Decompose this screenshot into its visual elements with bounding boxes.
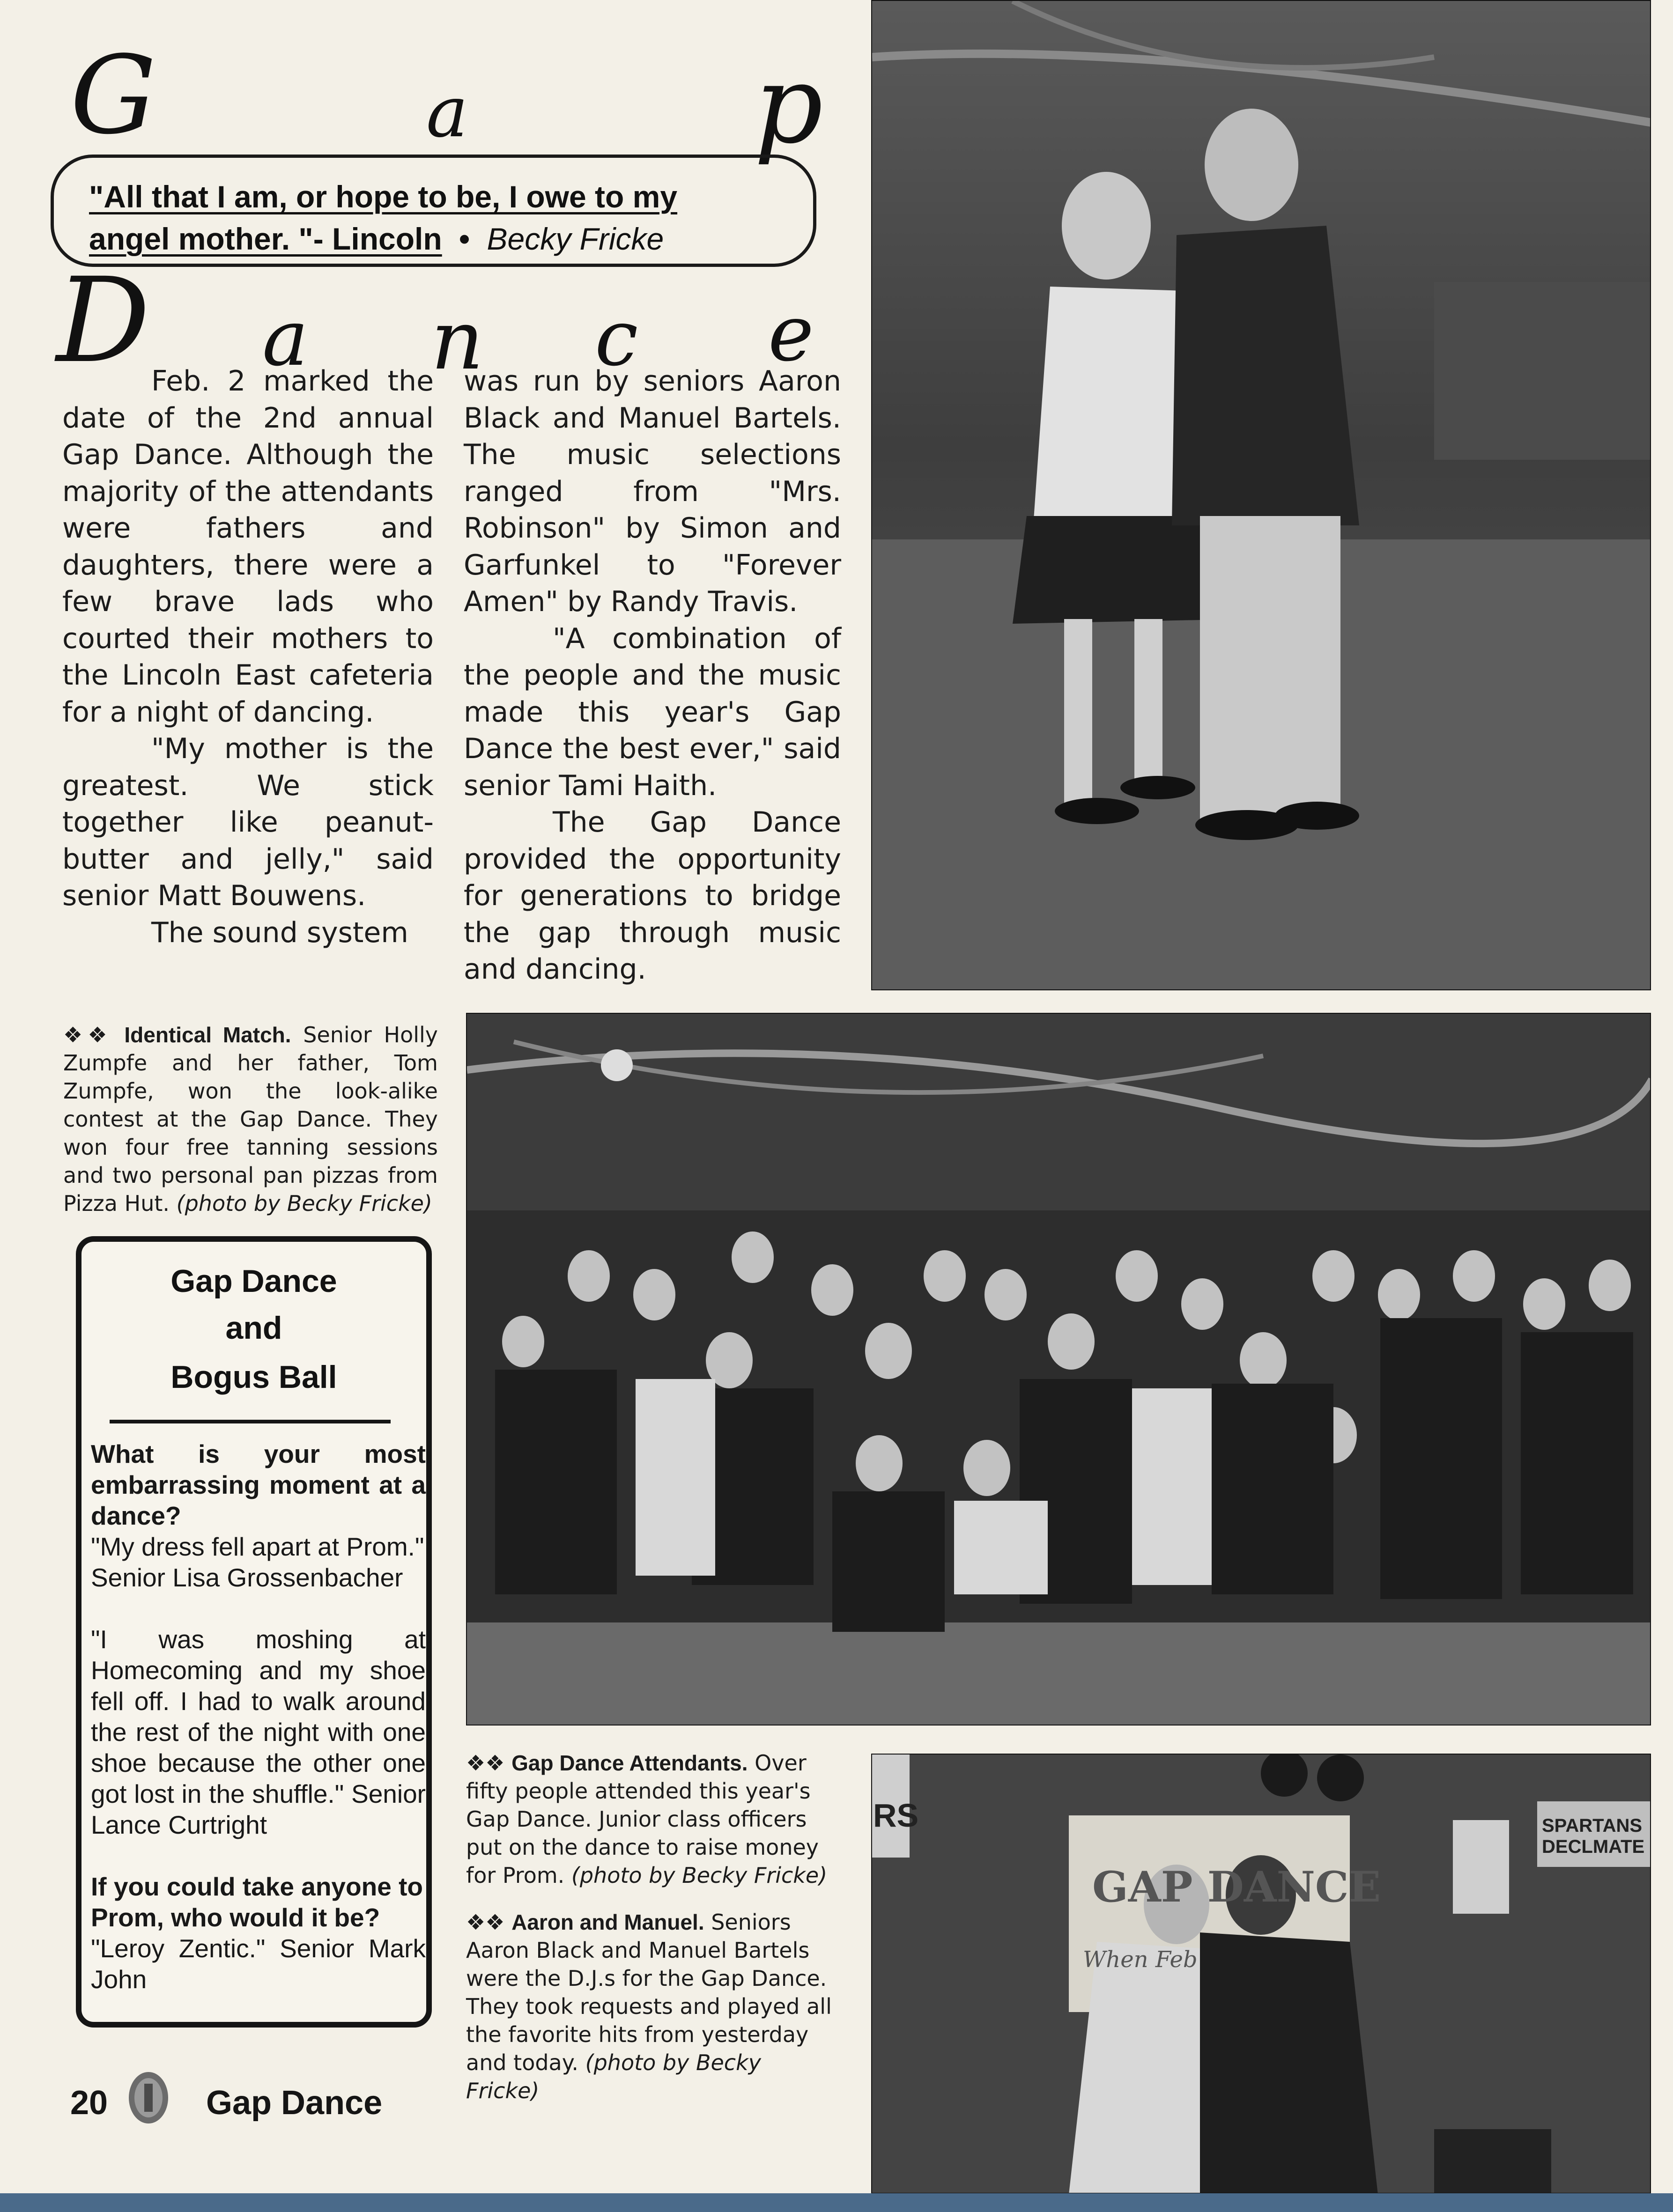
sidebar-spacer xyxy=(91,1840,426,1871)
caption-djs xyxy=(466,1908,841,2105)
sidebar-gap-dance-bogus-ball xyxy=(76,1236,432,2028)
sidebar-answer: "My dress fell apart at Prom." Senior Lisa Grossenbacher xyxy=(91,1532,424,1592)
sidebar-title-line: Bogus Ball xyxy=(170,1359,337,1395)
article-column-1 xyxy=(62,363,434,951)
photo-identical-match xyxy=(871,0,1651,990)
photo-attendants-art xyxy=(467,1014,1651,1725)
article-paragraph: "My mother is the greatest. We stick together like peanut-butter and jelly," said senior Matt Bouwens. xyxy=(62,732,434,912)
sidebar-title-line: Gap Dance xyxy=(170,1263,337,1299)
sidebar-question: What is your most embarrassing moment at a dance? xyxy=(91,1439,426,1530)
article-column-2 xyxy=(464,363,841,988)
sidebar-body xyxy=(91,1438,426,1995)
quote xyxy=(89,176,806,260)
photo-djs-art xyxy=(872,1755,1651,2194)
title-letter-g: G xyxy=(70,33,156,158)
title-letter-d: D xyxy=(56,252,150,389)
quote-separator: • xyxy=(459,221,470,256)
caption-head: Gap Dance Attendants. xyxy=(511,1751,748,1775)
caption-head: Aaron and Manuel. xyxy=(511,1910,704,1934)
caption-body: Senior Holly Zumpfe and her father, Tom Zumpfe, won the look-alike contest at the Gap Dance. They won four free tanning sessions and two personal pan pizzas from Pizza Hut. xyxy=(63,1022,438,1216)
poster-when-text: When Feb xyxy=(1083,1947,1198,1973)
quote-byline: Becky Fricke xyxy=(487,221,664,256)
caption-head: Identical Match. xyxy=(124,1023,291,1047)
caption-body: Seniors Aaron Black and Manuel Bartels were the D.J.s for the Gap Dance. They took requests and played all the favorite hits from yesterday and today. xyxy=(466,1910,832,2075)
quote-line-1: "All that I am, or hope to be, I owe to my xyxy=(89,179,678,214)
camera-icon: ❖❖ xyxy=(466,1750,505,1776)
spartan-helmet-icon xyxy=(126,2070,171,2126)
banner-text: SPARTANS DECLMATE xyxy=(1542,1815,1645,1857)
title-letter-a2: a xyxy=(262,293,309,383)
sidebar-spacer xyxy=(91,1593,426,1624)
quote-line-2: angel mother. "- Lincoln xyxy=(89,221,442,256)
caption-attendants xyxy=(466,1749,841,1889)
title-letter-p: p xyxy=(754,43,823,168)
sidebar-answer: "I was moshing at Homecoming and my shoe fell off. I had to walk around the rest of the night with one shoe because the other one got lost in the shuffle." Senior Lance Curtright xyxy=(91,1625,426,1839)
sidebar-divider xyxy=(110,1420,391,1423)
title-letter-a: a xyxy=(426,72,468,153)
photo-gap-dance-attendants xyxy=(466,1013,1651,1725)
article-paragraph: The Gap Dance provided the opportunity for generations to bridge the gap through music and dancing. xyxy=(464,806,841,986)
sidebar-title-line: and xyxy=(225,1310,282,1346)
article-paragraph: was run by seniors Aaron Black and Manuel Bartels. The music selections ranged from "Mrs. Robinson" by Simon and Garfunkel to "Forever Amen" by Randy Travis. xyxy=(464,365,841,618)
camera-icon: ❖❖ xyxy=(63,1022,112,1047)
poster-text: GAP DANCE xyxy=(1092,1862,1381,1912)
title-letter-e: e xyxy=(768,288,814,378)
photo-identical-match-art xyxy=(872,1,1651,990)
title-letter-c: c xyxy=(595,293,638,383)
caption-credit: (photo by Becky Fricke) xyxy=(176,1191,432,1216)
sidebar-question: If you could take anyone to Prom, who would it be? xyxy=(91,1872,423,1932)
caption-identical-match xyxy=(63,1021,438,1217)
sidebar-answer: "Leroy Zentic." Senior Mark John xyxy=(91,1934,426,1994)
section-label: Gap Dance xyxy=(206,2084,383,2122)
page-number: 20 xyxy=(70,2084,108,2122)
scan-edge-band xyxy=(0,2193,1673,2212)
caption-credit: (photo by Becky Fricke) xyxy=(571,1863,828,1888)
caption-credit: (photo by Becky Fricke) xyxy=(466,2050,761,2103)
article-paragraph: The sound system xyxy=(151,916,408,949)
caption-body: Over fifty people attended this year's Gap Dance. Junior class officers put on the dance to raise money for Prom. xyxy=(466,1750,819,1888)
title-letter-n: n xyxy=(431,293,484,388)
camera-icon: ❖❖ xyxy=(466,1910,505,1935)
article-paragraph: Feb. 2 marked the date of the 2nd annual Gap Dance. Although the majority of the attendants were fathers and daughters, there were a few brave lads who courted their mothers to the Lincoln East cafeteria for a night of dancing. xyxy=(62,365,434,729)
photo-aaron-and-manuel xyxy=(871,1754,1651,2194)
article-paragraph: "A combination of the people and the music made this year's Gap Dance the best ever," said senior Tami Haith. xyxy=(464,622,841,802)
sign-partial-text: RS xyxy=(873,1797,919,1834)
